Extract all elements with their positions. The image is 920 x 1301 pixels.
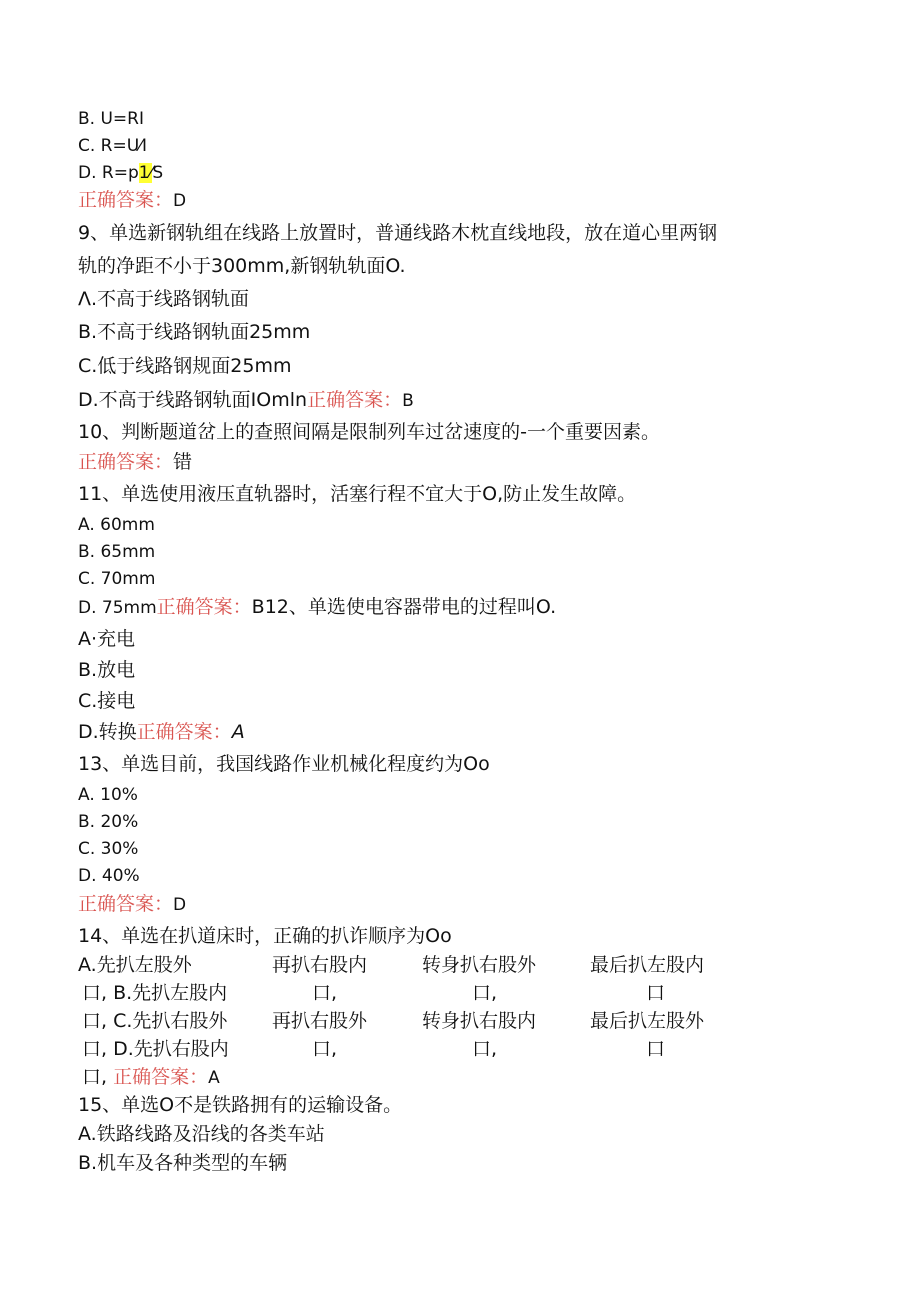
option-line: B.不高于线路钢轨面25mm	[78, 321, 311, 343]
question-text: 9、单选新钢轨组在线路上放置时，普通线路木枕直线地段，放在道心里两钢	[78, 222, 718, 244]
answer-label: 正确答案：	[78, 189, 174, 211]
answer-label: 正确答案：	[156, 596, 252, 618]
highlighted-text: 1⁄	[138, 163, 153, 183]
option-line	[78, 595, 556, 620]
answer-label: 正确答案：	[307, 389, 403, 411]
option-line: A. 60mm	[78, 515, 155, 535]
option-cell: 转身扒右股内	[422, 1010, 537, 1032]
option-line: C. 70mm	[78, 569, 156, 589]
option-line: C. 30%	[78, 839, 139, 859]
answer-value: B	[402, 391, 414, 411]
option-cell: 口,	[312, 1038, 338, 1060]
option-line: A. 10%	[78, 785, 138, 805]
option-cell: 口, B.先扒左股内	[82, 982, 228, 1004]
option-line: C.低于线路钢规面25mm	[78, 355, 292, 377]
question-text: 14、单选在扒道床时，正确的扒诈顺序为Oo	[78, 925, 452, 947]
option-line	[78, 107, 144, 131]
answer-line	[82, 1065, 220, 1090]
option-cell: 再扒右股外	[272, 1010, 368, 1032]
option-line	[78, 134, 147, 158]
option-line: A·充电	[78, 628, 136, 650]
option-cell: 口,	[312, 982, 338, 1004]
option-line: Λ.不高于线路钢轨面	[78, 288, 250, 310]
answer-line	[78, 188, 186, 213]
option-cell: 转身扒右股外	[422, 954, 537, 976]
option-text: B. U=RI	[78, 109, 144, 129]
option-text: 口,	[82, 1066, 108, 1088]
option-line	[78, 720, 245, 744]
question-text: 13、单选目前，我国线路作业机械化程度约为Oo	[78, 753, 490, 775]
option-line	[78, 161, 163, 185]
question-text: 轨的净距不小于300mm,新钢轨轨面O.	[78, 255, 406, 277]
option-text: C. R=U⁄I	[78, 136, 148, 156]
answer-label: 正确答案：	[78, 451, 174, 473]
option-text: D. 75mm	[78, 598, 157, 618]
option-line	[78, 388, 414, 413]
option-cell: 最后扒左股外	[590, 1010, 705, 1032]
question-text: 15、单选O不是铁路拥有的运输设备。	[78, 1094, 403, 1116]
question-text: 11、单选使用液压直轨器时，活塞行程不宜大于O,防止发生故障。	[78, 483, 637, 505]
option-line: B. 65mm	[78, 542, 156, 562]
option-line: B.机车及各种类型的车辆	[78, 1152, 288, 1174]
option-text: D.不高于线路钢轨面IOmln	[78, 389, 308, 411]
question-text: 10、判断题道岔上的查照间隔是限制列车过岔速度的-一个重要因素。	[78, 421, 661, 443]
answer-label: 正确答案：	[78, 893, 174, 915]
option-cell: 最后扒左股内	[590, 954, 705, 976]
option-text: S	[152, 163, 164, 183]
option-line: B.放电	[78, 659, 136, 681]
option-text: D.转换	[78, 721, 137, 743]
answer-label: 正确答案：	[136, 721, 232, 743]
option-cell: 口, C.先扒右股外	[82, 1010, 228, 1032]
option-cell: 口, D.先扒右股内	[82, 1038, 229, 1060]
answer-value: D	[173, 895, 187, 915]
answer-value: A	[231, 721, 245, 743]
answer-label: 正确答案：	[113, 1066, 209, 1088]
option-cell: A.先扒左股外	[78, 954, 192, 976]
answer-value: 错	[173, 451, 193, 473]
option-cell: 口	[646, 1038, 666, 1060]
option-line: B. 20%	[78, 812, 139, 832]
answer-value: B12、单选使电容器带电的过程叫O.	[251, 596, 557, 618]
option-line: C.接电	[78, 690, 136, 712]
option-cell: 再扒右股内	[272, 954, 368, 976]
option-cell: 口,	[472, 982, 498, 1004]
option-cell: 口,	[472, 1038, 498, 1060]
answer-value: D	[173, 191, 187, 211]
answer-value: A	[208, 1068, 220, 1088]
option-line: A.铁路线路及沿线的各类车站	[78, 1123, 325, 1145]
option-line: D. 40%	[78, 866, 140, 886]
answer-line	[78, 892, 186, 917]
answer-line	[78, 450, 192, 474]
option-text: D. R=p	[78, 163, 139, 183]
option-cell: 口	[646, 982, 666, 1004]
